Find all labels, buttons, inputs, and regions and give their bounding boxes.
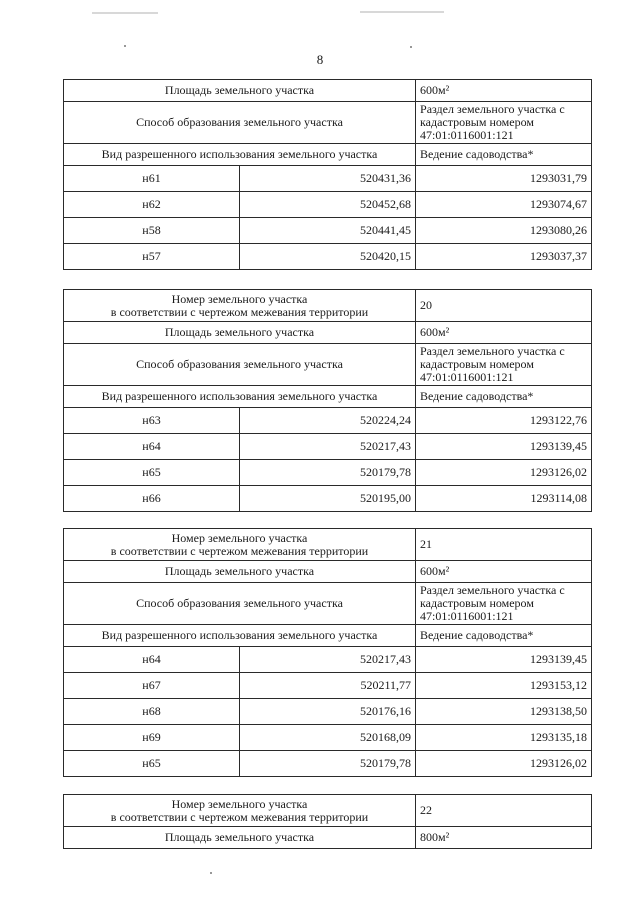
point-id: н63 [64, 408, 240, 434]
coordinate-y: 1293031,79 [416, 166, 592, 192]
coordinate-row [64, 725, 592, 751]
coordinate-y: 1293074,67 [416, 192, 592, 218]
scan-speck [210, 872, 212, 874]
plot-number-row [64, 529, 592, 561]
coordinate-x: 520179,78 [240, 460, 416, 486]
area-label: Площадь земельного участка [64, 561, 416, 583]
scan-artifact [92, 12, 158, 14]
coordinate-row [64, 218, 592, 244]
coordinate-y: 1293080,26 [416, 218, 592, 244]
coordinate-y: 1293139,45 [416, 434, 592, 460]
point-id: н66 [64, 486, 240, 512]
coordinate-row [64, 460, 592, 486]
coordinate-x: 520217,43 [240, 434, 416, 460]
permitted-use-row [64, 144, 592, 166]
point-id: н61 [64, 166, 240, 192]
coordinate-y: 1293126,02 [416, 751, 592, 777]
scan-speck [124, 45, 126, 47]
plot-number-label: Номер земельного участка в соответствии с чертежом межевания территории [64, 290, 416, 322]
formation-method-label: Способ образования земельного участка [64, 583, 416, 625]
plot-number-value: 20 [416, 290, 592, 322]
formation-method-value: Раздел земельного участка с кадастровым номером 47:01:0116001:121 [416, 583, 592, 625]
land-plot-table [63, 79, 592, 270]
coordinate-y: 1293139,45 [416, 647, 592, 673]
coordinate-y: 1293114,08 [416, 486, 592, 512]
plot-number-row [64, 795, 592, 827]
coordinate-row [64, 751, 592, 777]
coordinate-x: 520420,15 [240, 244, 416, 270]
point-id: н69 [64, 725, 240, 751]
coordinate-y: 1293135,18 [416, 725, 592, 751]
permitted-use-label: Вид разрешенного использования земельного участка [64, 144, 416, 166]
area-label: Площадь земельного участка [64, 827, 416, 849]
formation-method-row [64, 344, 592, 386]
permitted-use-value: Ведение садоводства* [416, 386, 592, 408]
scan-artifact [360, 11, 444, 13]
land-plot-table [63, 794, 592, 849]
plot-number-label: Номер земельного участка в соответствии с чертежом межевания территории [64, 795, 416, 827]
formation-method-label: Способ образования земельного участка [64, 344, 416, 386]
permitted-use-row [64, 625, 592, 647]
permitted-use-value: Ведение садоводства* [416, 625, 592, 647]
plot-number-label: Номер земельного участка в соответствии с чертежом межевания территории [64, 529, 416, 561]
coordinate-y: 1293153,12 [416, 673, 592, 699]
area-label: Площадь земельного участка [64, 322, 416, 344]
coordinate-x: 520224,24 [240, 408, 416, 434]
formation-method-value: Раздел земельного участка с кадастровым номером 47:01:0116001:121 [416, 344, 592, 386]
formation-method-row [64, 102, 592, 144]
coordinate-row [64, 192, 592, 218]
plot-number-value: 22 [416, 795, 592, 827]
point-id: н64 [64, 647, 240, 673]
coordinate-row [64, 244, 592, 270]
formation-method-label: Способ образования земельного участка [64, 102, 416, 144]
coordinate-row [64, 434, 592, 460]
coordinate-x: 520211,77 [240, 673, 416, 699]
page-number: 8 [316, 52, 324, 67]
area-value: 600м² [416, 80, 592, 102]
coordinate-row [64, 486, 592, 512]
coordinate-x: 520431,36 [240, 166, 416, 192]
plot-number-row [64, 290, 592, 322]
area-row [64, 80, 592, 102]
point-id: н68 [64, 699, 240, 725]
area-value: 600м² [416, 322, 592, 344]
coordinate-x: 520217,43 [240, 647, 416, 673]
scan-speck [410, 46, 412, 48]
coordinate-y: 1293126,02 [416, 460, 592, 486]
coordinate-x: 520168,09 [240, 725, 416, 751]
coordinate-x: 520176,16 [240, 699, 416, 725]
coordinate-x: 520195,00 [240, 486, 416, 512]
coordinate-row [64, 408, 592, 434]
point-id: н64 [64, 434, 240, 460]
permitted-use-label: Вид разрешенного использования земельного участка [64, 386, 416, 408]
permitted-use-value: Ведение садоводства* [416, 144, 592, 166]
point-id: н65 [64, 751, 240, 777]
point-id: н58 [64, 218, 240, 244]
permitted-use-row [64, 386, 592, 408]
area-value: 600м² [416, 561, 592, 583]
coordinate-y: 1293138,50 [416, 699, 592, 725]
plot-number-value: 21 [416, 529, 592, 561]
formation-method-value: Раздел земельного участка с кадастровым номером 47:01:0116001:121 [416, 102, 592, 144]
permitted-use-label: Вид разрешенного использования земельного участка [64, 625, 416, 647]
coordinate-row [64, 166, 592, 192]
coordinate-x: 520179,78 [240, 751, 416, 777]
coordinate-row [64, 673, 592, 699]
coordinate-x: 520452,68 [240, 192, 416, 218]
point-id: н65 [64, 460, 240, 486]
coordinate-x: 520441,45 [240, 218, 416, 244]
land-plot-table [63, 289, 592, 512]
coordinate-y: 1293122,76 [416, 408, 592, 434]
land-plot-table [63, 528, 592, 777]
coordinate-row [64, 699, 592, 725]
point-id: н62 [64, 192, 240, 218]
coordinate-row [64, 647, 592, 673]
point-id: н67 [64, 673, 240, 699]
area-value: 800м² [416, 827, 592, 849]
formation-method-row [64, 583, 592, 625]
point-id: н57 [64, 244, 240, 270]
area-row [64, 322, 592, 344]
area-row [64, 561, 592, 583]
area-label: Площадь земельного участка [64, 80, 416, 102]
coordinate-y: 1293037,37 [416, 244, 592, 270]
area-row [64, 827, 592, 849]
